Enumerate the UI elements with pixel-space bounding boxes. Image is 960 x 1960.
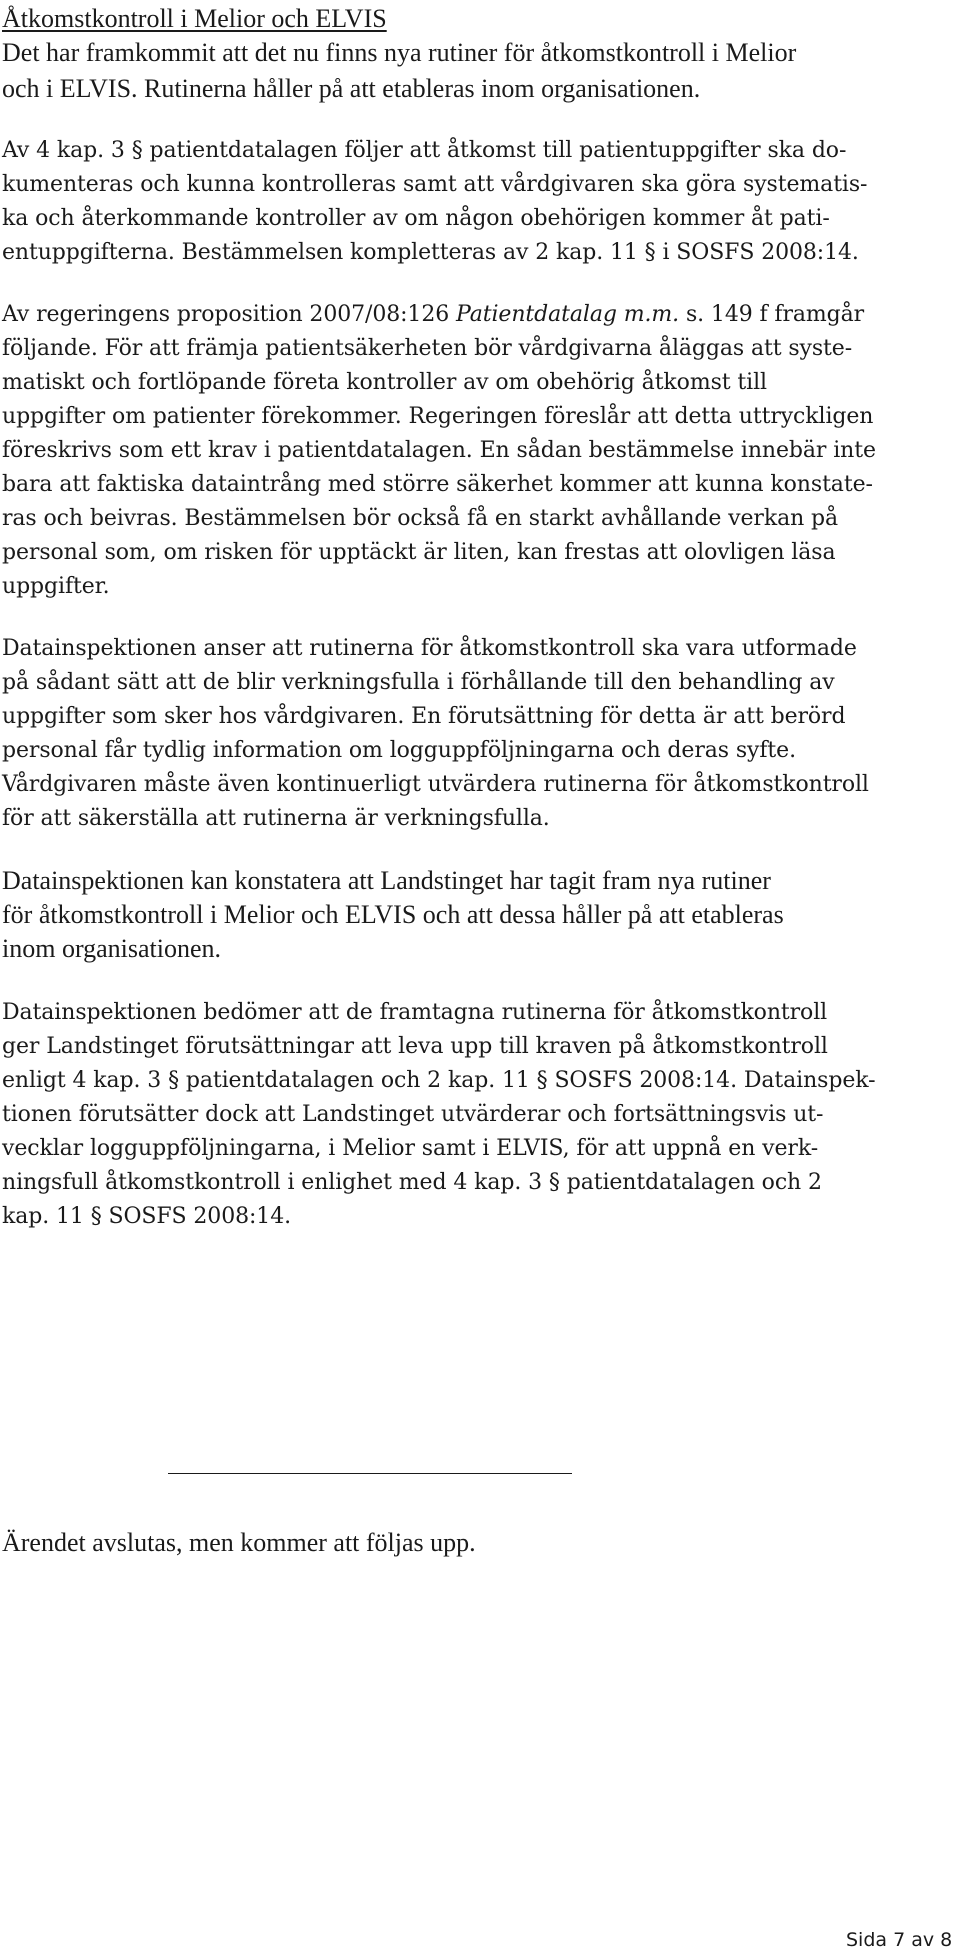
para4-line-1: Datainspektionen kan konstatera att Landstinget har tagit fram nya rutiner <box>2 866 771 895</box>
para5-line-5: vecklar logguppföljningarna, i Melior samt i ELVIS, för att uppnå en verk- <box>2 1136 819 1161</box>
para2-line-8: personal som, om risken för upptäckt är liten, kan frestas att olovligen läsa <box>2 540 836 565</box>
para5-line-3: enligt 4 kap. 3 § patientdatalagen och 2 kap. 11 § SOSFS 2008:14. Datainspek- <box>2 1068 876 1093</box>
para3-line-4: personal får tydlig information om logguppföljningarna och deras syfte. <box>2 738 796 763</box>
para1-line-3: ka och återkommande kontroller av om någon obehörigen kommer åt pati- <box>2 206 830 231</box>
para5-line-2: ger Landstinget förutsättningar att leva upp till kraven på åtkomstkontroll <box>2 1034 828 1059</box>
para1-line-1: Av 4 kap. 3 § patientdatalagen följer att åtkomst till patientuppgifter ska do- <box>2 138 847 163</box>
para3-line-3: uppgifter som sker hos vårdgivaren. En förutsättning för detta är att berörd <box>2 704 846 729</box>
proposition-title: Patientdatalag m.m. <box>456 302 680 327</box>
para2-line-1-suffix: s. 149 f framgår <box>679 302 865 327</box>
para5-line-7: kap. 11 § SOSFS 2008:14. <box>2 1204 291 1229</box>
para4-line-3: inom organisationen. <box>2 934 222 963</box>
para5-line-4: tionen förutsätter dock att Landstinget utvärderar och fortsättningsvis ut- <box>2 1102 824 1127</box>
para4-line-2: för åtkomstkontroll i Melior och ELVIS och att dessa håller på att etableras <box>2 900 784 929</box>
para3-line-6: för att säkerställa att rutinerna är verkningsfulla. <box>2 806 550 831</box>
section-heading: Åtkomstkontroll i Melior och ELVIS <box>2 4 387 33</box>
para3-line-1: Datainspektionen anser att rutinerna för åtkomstkontroll ska vara utformade <box>2 636 857 661</box>
signature-divider <box>168 1473 572 1474</box>
para2-line-5: föreskrivs som ett krav i patientdatalagen. En sådan bestämmelse innebär inte <box>2 438 876 463</box>
para2-line-3: matiskt och fortlöpande företa kontroller av om obehörig åtkomst till <box>2 370 767 395</box>
para1-line-4: entuppgifterna. Bestämmelsen kompletteras av 2 kap. 11 § i SOSFS 2008:14. <box>2 240 859 265</box>
para3-line-5: Vårdgivaren måste även kontinuerligt utvärdera rutinerna för åtkomstkontroll <box>2 772 869 797</box>
para2-line-1-prefix: Av regeringens proposition 2007/08:126 <box>2 302 457 327</box>
para1-line-2: kumenteras och kunna kontrolleras samt att vårdgivaren ska göra systematis- <box>2 172 868 197</box>
para2-line-7: ras och beivras. Bestämmelsen bör också få en starkt avhållande verkan på <box>2 506 839 531</box>
para5-line-1: Datainspektionen bedömer att de framtagna rutinerna för åtkomstkontroll <box>2 1000 828 1025</box>
intro-line-2: och i ELVIS. Rutinerna håller på att etableras inom organisationen. <box>2 74 701 103</box>
para3-line-2: på sådant sätt att de blir verkningsfulla i förhållande till den behandling av <box>2 670 835 695</box>
page-number: Sida 7 av 8 <box>846 1929 953 1951</box>
intro-line-1: Det har framkommit att det nu finns nya rutiner för åtkomstkontroll i Melior <box>2 38 797 67</box>
para2-line-6: bara att faktiska dataintrång med större säkerhet kommer att kunna konstate- <box>2 472 873 497</box>
para5-line-6: ningsfull åtkomstkontroll i enlighet med 4 kap. 3 § patientdatalagen och 2 <box>2 1170 822 1195</box>
para2-line-9: uppgifter. <box>2 574 110 599</box>
para2-line-1 <box>2 300 864 330</box>
para2-line-2: följande. För att främja patientsäkerheten bör vårdgivarna åläggas att syste- <box>2 336 853 361</box>
para2-line-4: uppgifter om patienter förekommer. Regeringen föreslår att detta uttryckligen <box>2 404 874 429</box>
closing-statement: Ärendet avslutas, men kommer att följas upp. <box>2 1528 476 1557</box>
